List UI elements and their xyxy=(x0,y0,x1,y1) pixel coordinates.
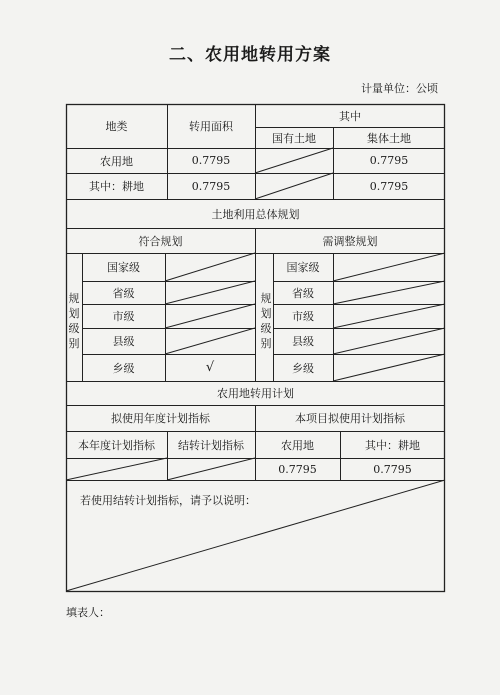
filled-by-label: 填表人： xyxy=(66,606,110,619)
level-city-left: 市级 xyxy=(112,310,135,323)
level-group-label-left: 规 划 级 别 xyxy=(68,292,80,350)
carry-over-index-header: 结转计划指标 xyxy=(178,438,244,452)
row-area-cultivated: 0.7795 xyxy=(191,179,231,193)
project-index-header: 本项目拟使用计划指标 xyxy=(295,412,405,425)
level-province-right: 省级 xyxy=(292,286,314,300)
farmland-index-value: 0.7795 xyxy=(278,462,317,476)
header-state-land: 国有土地 xyxy=(272,131,316,145)
carry-over-note: 若使用结转计划指标，请予以说明： xyxy=(80,494,256,507)
unit-label: 计量单位：公顷 xyxy=(361,82,438,95)
conversion-plan-title: 农用地转用计划 xyxy=(217,387,294,400)
level-city-right: 市级 xyxy=(292,310,314,323)
header-converted-area: 转用面积 xyxy=(189,120,233,133)
level-township-right: 乡级 xyxy=(292,361,314,375)
cultivated-index-value: 0.7795 xyxy=(373,462,412,476)
annual-index-header: 拟使用年度计划指标 xyxy=(111,412,210,425)
row-label-cultivated: 其中：耕地 xyxy=(89,180,144,193)
level-province-left: 省级 xyxy=(112,286,135,300)
row-collective-cultivated: 0.7795 xyxy=(369,179,409,193)
header-of-which: 其中 xyxy=(339,109,361,123)
row-area-farmland: 0.7795 xyxy=(191,154,231,167)
conforms-header: 符合规划 xyxy=(138,234,183,248)
needs-adjust-header: 需调整规划 xyxy=(322,234,378,248)
header-collective-land: 集体土地 xyxy=(367,131,411,145)
overall-plan-title: 土地利用总体规划 xyxy=(211,207,300,221)
cultivated-index-header: 其中：耕地 xyxy=(365,438,420,452)
farmland-index-header: 农用地 xyxy=(281,438,314,452)
level-national-right: 国家级 xyxy=(286,261,320,274)
level-township-left: 乡级 xyxy=(112,361,135,375)
row-label-farmland: 农用地 xyxy=(100,154,133,168)
page-title: 二、农用地转用方案 xyxy=(169,45,331,65)
level-group-label-right: 规 划 级 别 xyxy=(260,292,272,350)
level-national-left: 国家级 xyxy=(107,261,140,274)
this-year-index-header: 本年度计划指标 xyxy=(78,438,155,452)
header-land-type: 地类 xyxy=(105,120,128,133)
township-check-mark: √ xyxy=(205,360,215,375)
level-county-left: 县级 xyxy=(112,335,135,348)
level-county-right: 县级 xyxy=(292,335,314,348)
row-collective-farmland: 0.7795 xyxy=(369,154,409,167)
